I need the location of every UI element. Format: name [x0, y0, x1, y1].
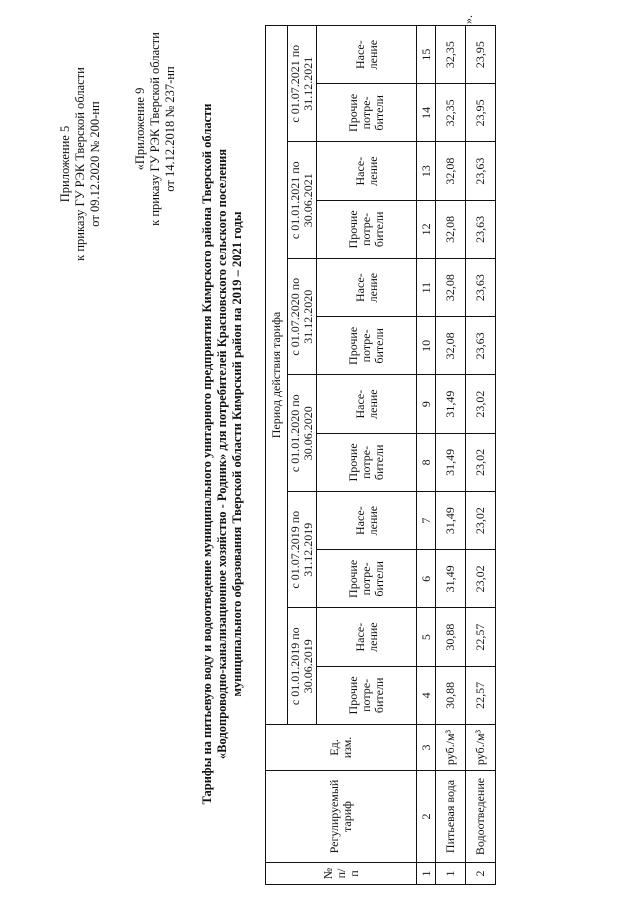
- column-number: 1: [417, 863, 436, 885]
- subheader-other: Прочие потре- бители: [317, 84, 417, 142]
- subheader-population: Насе- ление: [317, 26, 417, 84]
- tariff-value: 32,35: [436, 26, 466, 84]
- period-header: с 01.07.2021 по 31.12.2021: [288, 26, 317, 143]
- tariff-value: 31,49: [436, 550, 466, 608]
- column-number: 2: [417, 771, 436, 863]
- column-number: 15: [417, 26, 436, 84]
- column-number: 8: [417, 433, 436, 491]
- tariff-value: 30,88: [436, 666, 466, 724]
- subheader-other: Прочие потре- бители: [317, 317, 417, 375]
- period-header: с 01.07.2019 по 31.12.2019: [288, 492, 317, 609]
- tariff-value: 32,08: [436, 317, 466, 375]
- tariff-value: 23,95: [466, 26, 496, 84]
- tariff-value: 22,57: [466, 608, 496, 666]
- tariff-value: 32,08: [436, 142, 466, 200]
- row-unit: руб./м³: [436, 725, 466, 771]
- tariff-table: [265, 25, 496, 885]
- row-number: 1: [436, 863, 466, 885]
- annex-9-header: [133, 29, 178, 229]
- subheader-population: Насе- ление: [317, 608, 417, 666]
- column-number: 14: [417, 84, 436, 142]
- subheader-population: Насе- ление: [317, 375, 417, 433]
- subheader-other: Прочие потре- бители: [317, 550, 417, 608]
- subheader-other: Прочие потре- бители: [317, 200, 417, 258]
- annex-5-line3: от 09.12.2020 № 200-нп: [88, 101, 102, 227]
- annex-9-line1: «Приложение 9: [133, 87, 147, 171]
- period-header: с 01.01.2019 по 30.06.2019: [288, 608, 317, 725]
- column-number: 4: [417, 666, 436, 724]
- column-number: 9: [417, 375, 436, 433]
- tariff-value: 23,63: [466, 200, 496, 258]
- subheader-population: Насе- ление: [317, 142, 417, 200]
- tariff-value: 32,08: [436, 259, 466, 317]
- subheader-population: Насе- ление: [317, 492, 417, 550]
- column-number: 7: [417, 492, 436, 550]
- tariff-value: 31,49: [436, 492, 466, 550]
- column-number: 13: [417, 142, 436, 200]
- annex-9-line3: от 14.12.2018 № 237-нп: [163, 66, 177, 192]
- header-period: Период действия тарифа: [266, 26, 288, 725]
- row-tariff-name: Водоотведение: [466, 771, 496, 863]
- tariff-value: 32,35: [436, 84, 466, 142]
- header-tariff: Регулируемый тариф: [266, 771, 417, 863]
- title-line2: «Водопроводно-канализационное хозяйство - Родник» для потребителей Красновского сельского поселения: [215, 148, 229, 760]
- header-row-period: [266, 26, 288, 885]
- tariff-value: 23,63: [466, 142, 496, 200]
- tariff-value: 23,02: [466, 433, 496, 491]
- column-number: 11: [417, 259, 436, 317]
- period-header: с 01.01.2020 по 30.06.2020: [288, 375, 317, 492]
- annex-5-line1: Приложение 5: [58, 125, 72, 203]
- row-tariff-name: Питьевая вода: [436, 771, 466, 863]
- subheader-other: Прочие потре- бители: [317, 666, 417, 724]
- document-title: [200, 44, 245, 864]
- annex-5-header: [58, 64, 103, 264]
- table-row-wastewater: [466, 26, 496, 885]
- tariff-value: 32,08: [436, 200, 466, 258]
- column-number: 12: [417, 200, 436, 258]
- closing-quote-mark: ».: [461, 15, 475, 24]
- row-number: 2: [466, 863, 496, 885]
- tariff-value: 31,49: [436, 375, 466, 433]
- tariff-value: 23,02: [466, 375, 496, 433]
- title-line3: муниципального образования Тверской области Кимрский район на 2019 – 2021 годы: [230, 211, 244, 697]
- tariff-value: 23,02: [466, 492, 496, 550]
- tariff-value: 23,63: [466, 259, 496, 317]
- tariff-value: 23,95: [466, 84, 496, 142]
- subheader-other: Прочие потре- бители: [317, 433, 417, 491]
- column-number: 6: [417, 550, 436, 608]
- tariff-value: 22,57: [466, 666, 496, 724]
- annex-9-line2: к приказу ГУ РЭК Тверской области: [148, 32, 162, 226]
- tariff-value: 30,88: [436, 608, 466, 666]
- column-number: 10: [417, 317, 436, 375]
- tariff-value: 23,63: [466, 317, 496, 375]
- column-numbers-row: [417, 26, 436, 885]
- title-line1: Тарифы на питьевую воду и водоотведение муниципального унитарного предприятия Кимрского района Тверской области: [200, 103, 214, 805]
- tariff-value: 23,02: [466, 550, 496, 608]
- period-header: с 01.01.2021 по 30.06.2021: [288, 142, 317, 259]
- table-row-drinking-water: [436, 26, 466, 885]
- annex-5-line2: к приказу ГУ РЭК Тверской области: [73, 67, 87, 261]
- period-header: с 01.07.2020 по 31.12.2020: [288, 259, 317, 376]
- column-number: 5: [417, 608, 436, 666]
- column-number: 3: [417, 725, 436, 771]
- header-number: № п/ п: [266, 863, 417, 885]
- tariff-value: 31,49: [436, 433, 466, 491]
- header-unit: Ед. изм.: [266, 725, 417, 771]
- row-unit: руб./м³: [466, 725, 496, 771]
- subheader-population: Насе- ление: [317, 259, 417, 317]
